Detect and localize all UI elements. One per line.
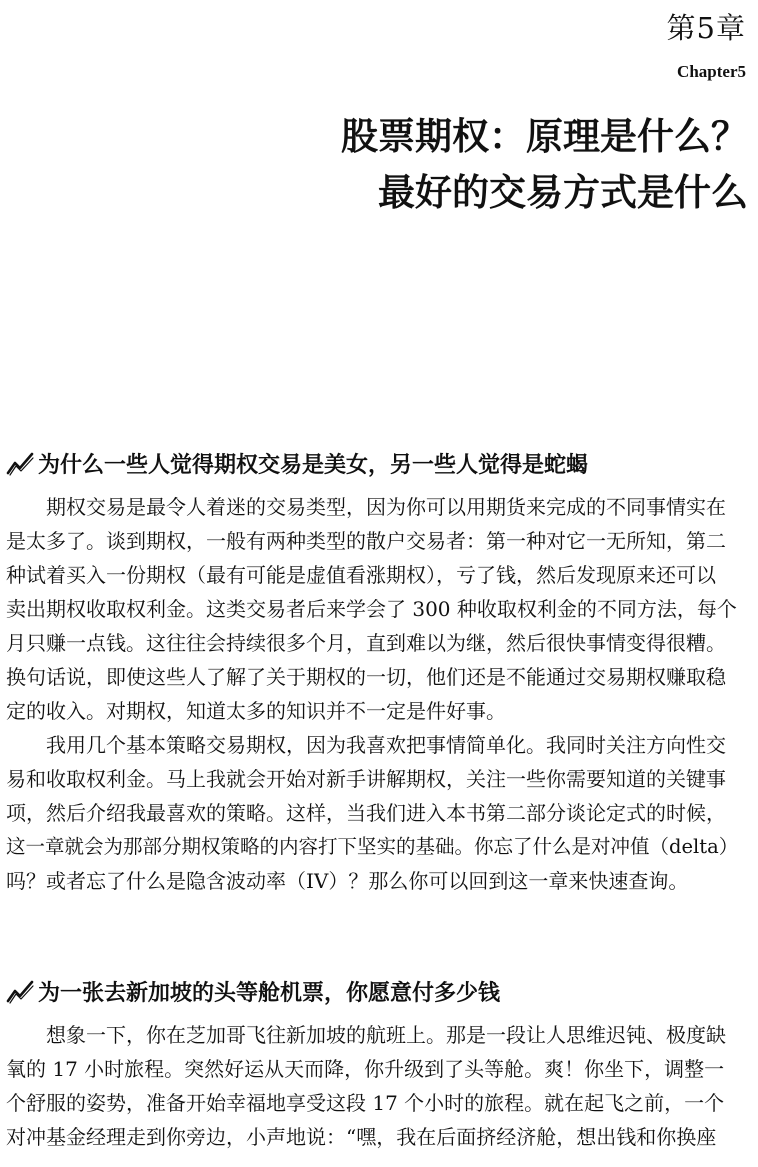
text-line: 吗？或者忘了什么是隐含波动率（IV）？那么你可以回到这一章来快速查询。 — [6, 869, 689, 893]
text-line: 易和收取权利金。马上我就会开始对新手讲解期权，关注一些你需要知道的关键事 — [6, 767, 726, 791]
trend-line-icon — [6, 449, 36, 477]
text-line: 卖出期权收取权利金。这类交易者后来学会了 300 种收取权利金的不同方法，每个 — [6, 597, 737, 621]
text-line: 我用几个基本策略交易期权，因为我喜欢把事情简单化。我同时关注方向性交 — [46, 733, 726, 757]
text-line: 项，然后介绍我最喜欢的策略。这样，当我们进入本书第二部分谈论定式的时候， — [6, 801, 726, 825]
paragraph — [6, 490, 752, 728]
text-line: 个舒服的姿势，准备开始幸福地享受这段 17 个小时的旅程。就在起飞之前，一个 — [6, 1091, 725, 1115]
section-heading — [6, 974, 500, 1008]
section-heading — [6, 446, 588, 480]
text-line: 期权交易是最令人着迷的交易类型，因为你可以用期货来完成的不同事情实在 — [46, 495, 726, 519]
chapter-title — [341, 108, 748, 220]
chapter-english-label: Chapter5 — [677, 62, 746, 81]
chapter-number: 第5章 — [666, 11, 746, 45]
section-heading-text: 为一张去新加坡的头等舱机票，你愿意付多少钱 — [38, 980, 501, 1006]
section-heading-text: 为什么一些人觉得期权交易是美女，另一些人觉得是蛇蝎 — [38, 452, 589, 478]
text-line: 想象一下，你在芝加哥飞往新加坡的航班上。那是一段让人思维迟钝、极度缺 — [46, 1023, 726, 1047]
text-line: 是太多了。谈到期权，一般有两种类型的散户交易者：第一种对它一无所知，第二 — [6, 529, 726, 553]
text-line: 这一章就会为那部分期权策略的内容打下坚实的基础。你忘了什么是对冲值（delta） — [6, 835, 739, 858]
chapter-title-line: 最好的交易方式是什么 — [378, 170, 748, 214]
trend-line-icon — [6, 977, 36, 1005]
text-line: 换句话说，即使这些人了解了关于期权的一切，他们还是不能通过交易期权赚取稳 — [6, 665, 726, 689]
text-line: 氧的 17 小时旅程。突然好运从天而降，你升级到了头等舱。爽！你坐下，调整一 — [6, 1057, 725, 1081]
text-line: 月只赚一点钱。这往往会持续很多个月，直到难以为继，然后很快事情变得很糟。 — [6, 631, 726, 655]
text-line: 对冲基金经理走到你旁边，小声地说：“嘿，我在后面挤经济舱，想出钱和你换座 — [6, 1125, 717, 1149]
chapter-title-line: 股票期权：原理是什么？ — [341, 114, 748, 158]
text-line: 定的收入。对期权，知道太多的知识并不一定是件好事。 — [6, 699, 506, 723]
text-line: 种试着买入一份期权（最有可能是虚值看涨期权），亏了钱，然后发现原来还可以 — [6, 563, 716, 587]
paragraph — [6, 1018, 752, 1154]
paragraph — [6, 728, 752, 898]
